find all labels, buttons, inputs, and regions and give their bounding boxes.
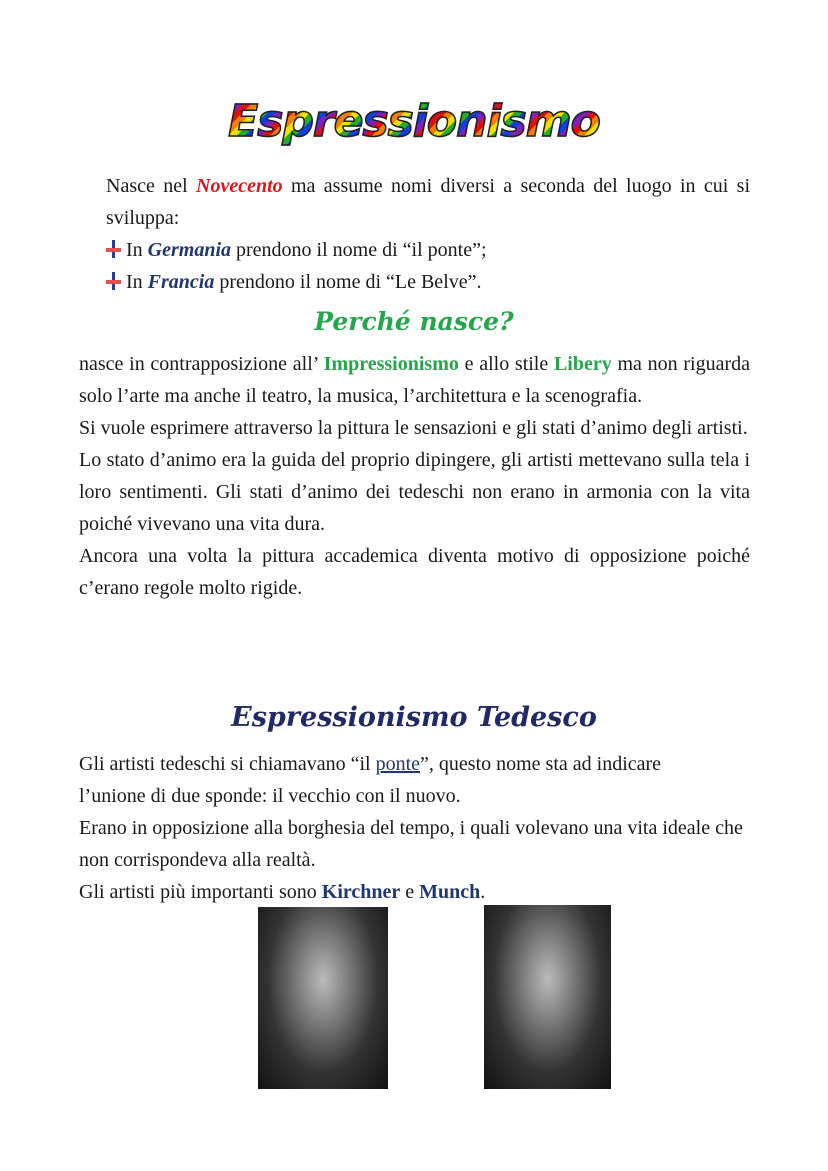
- paragraph: Erano in opposizione alla borghesia del tempo, i quali volevano una vita ideale che non corrispondeva alla realtà.: [79, 817, 743, 871]
- text: In: [126, 271, 148, 293]
- libery-term: Libery: [553, 353, 612, 375]
- paragraph: Ancora una volta la pittura accademica diventa motivo di opposizione poiché c’erano regole molto rigide.: [79, 545, 750, 599]
- text: .: [480, 881, 486, 903]
- text: nasce in contrapposizione all’: [79, 353, 324, 375]
- novecento-term: Novecento: [196, 175, 283, 197]
- text: ma assume nomi diversi a seconda del luogo in cui si sviluppa:: [106, 175, 750, 229]
- ponte-link[interactable]: ponte: [375, 753, 421, 775]
- kirchner-name: Kirchner: [321, 881, 401, 903]
- place-term: Germania: [147, 239, 232, 261]
- why-section: [79, 348, 750, 604]
- text: e allo stile: [458, 353, 554, 375]
- paragraph: Si vuole esprimere attraverso la pittura le sensazioni e gli stati d’animo degli artisti.: [79, 417, 748, 439]
- impressionismo-term: Impressionismo: [323, 353, 459, 375]
- text: prendono il nome di “il ponte”;: [231, 239, 487, 261]
- text: ma non riguarda solo l’arte ma anche il teatro, la musica, l’architettura e la scenografia.: [79, 353, 750, 407]
- bullet-icon: [104, 272, 122, 290]
- intro-paragraph: [106, 170, 750, 234]
- heading-why: Perché nasce?: [314, 307, 514, 336]
- kirchner-portrait-photo: [258, 907, 388, 1089]
- text: e: [400, 881, 420, 903]
- munch-portrait-photo: [484, 905, 611, 1089]
- text: Gli artisti tedeschi si chiamavano “il: [79, 753, 376, 775]
- text: In: [126, 239, 148, 261]
- paragraph: [79, 348, 750, 412]
- paragraph: Lo stato d’animo era la guida del proprio dipingere, gli artisti mettevano sulla tela i loro sentimenti. Gli stati d’animo dei tedeschi non erano in armonia con la vita poiché vivevano una vita dura.: [79, 449, 750, 535]
- tedesco-section: [79, 748, 743, 908]
- munch-name: Munch: [419, 881, 481, 903]
- text: prendono il nome di “Le Belve”.: [214, 271, 482, 293]
- text: ”, questo nome sta ad indicare l’unione di due sponde: il vecchio con il nuovo.: [79, 753, 662, 807]
- heading-tedesco: Espressionismo Tedesco: [231, 702, 597, 733]
- paragraph: [79, 748, 699, 812]
- place-term: Francia: [147, 271, 215, 293]
- text: Nasce nel: [106, 175, 196, 197]
- list-item: [104, 234, 744, 266]
- text: Gli artisti più importanti sono: [79, 881, 322, 903]
- list-item: [104, 266, 744, 298]
- page-title: Espressionismo: [0, 92, 828, 152]
- paragraph: [79, 876, 699, 908]
- bullet-icon: [104, 240, 122, 258]
- bullet-list: [104, 234, 744, 298]
